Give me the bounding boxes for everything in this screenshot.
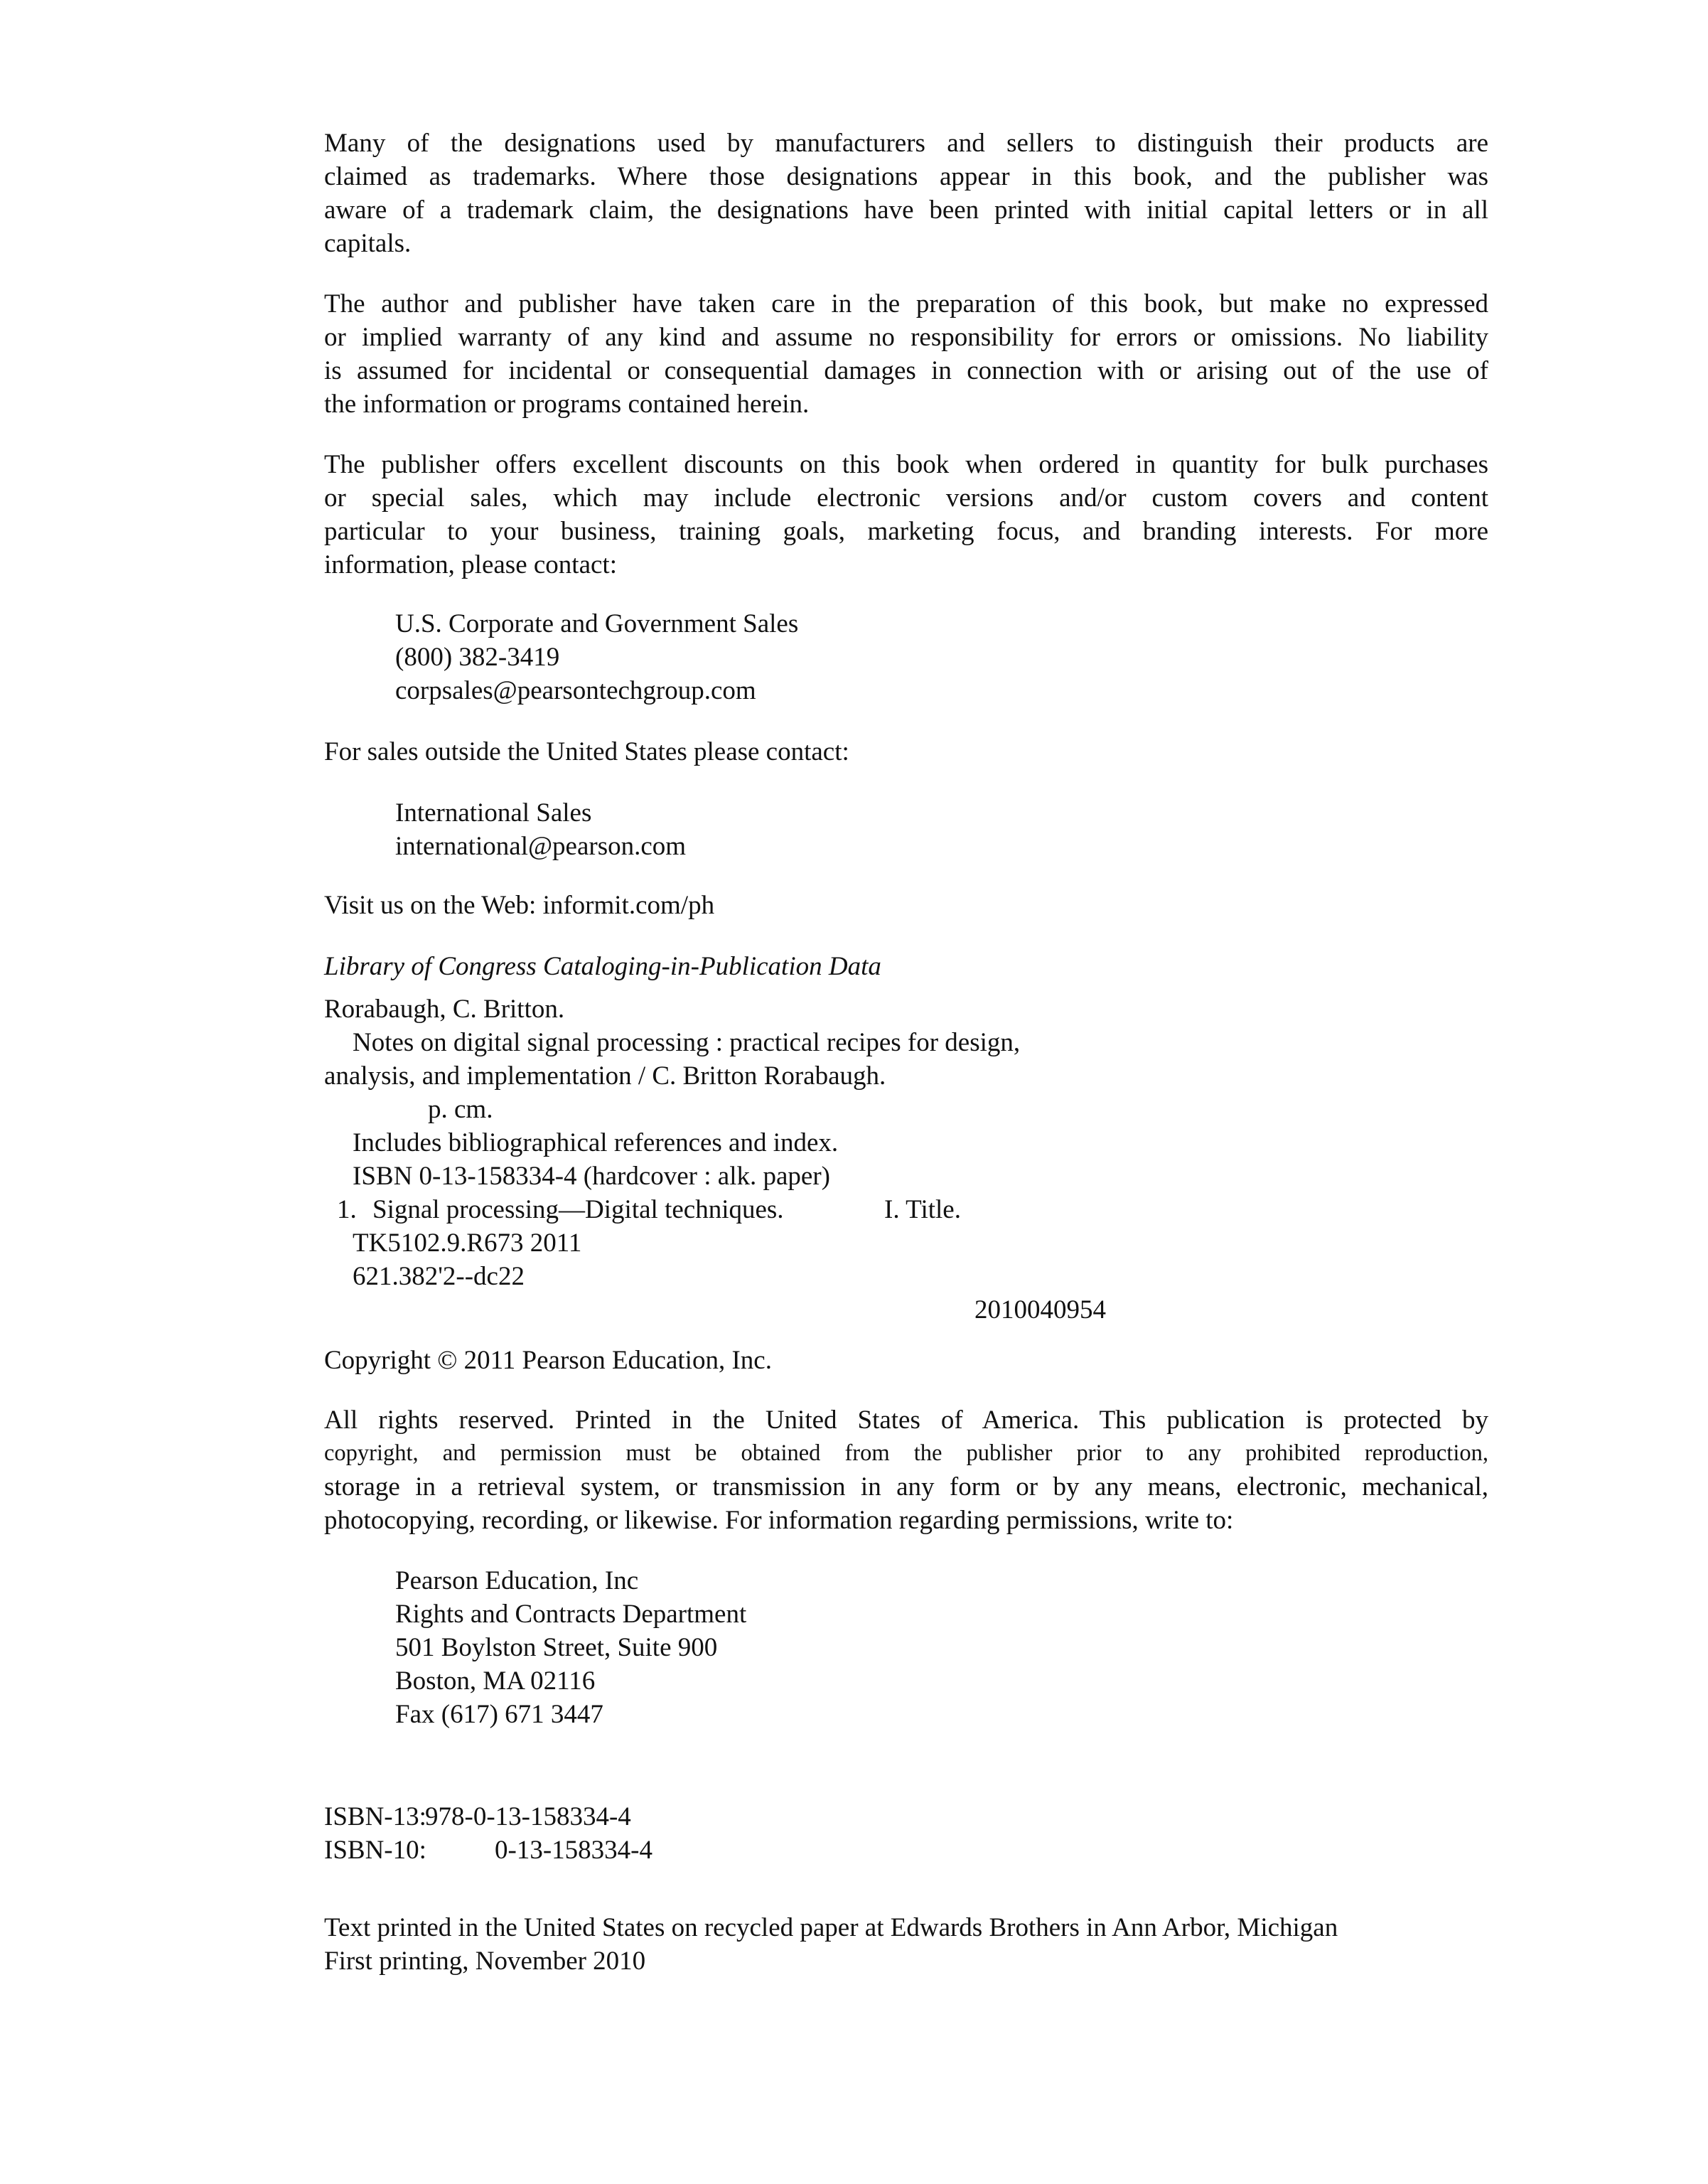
cip-lcc: TK5102.9.R673 2011 bbox=[353, 1228, 582, 1258]
cip-title: Notes on digital signal processing : practical recipes for design, bbox=[353, 1028, 1021, 1057]
cip-pcm: p. cm. bbox=[428, 1095, 493, 1124]
text-line: The author and publisher have taken care in the preparation of this book, but make no expressed bbox=[324, 289, 1488, 318]
address-fax: Fax (617) 671 3447 bbox=[395, 1700, 603, 1729]
text-line: The publisher offers excellent discounts on this book when ordered in quantity for bulk purchases bbox=[324, 450, 1488, 479]
cip-ddc: 621.382'2--dc22 bbox=[353, 1262, 525, 1291]
text-line: copyright, and permission must be obtained from the publisher prior to any prohibited reproduction, bbox=[324, 1440, 1488, 1466]
text-line: photocopying, recording, or likewise. For information regarding permissions, write to: bbox=[324, 1506, 1234, 1535]
text-line: particular to your business, training goals, marketing focus, and branding interests. For more bbox=[324, 517, 1488, 546]
isbn-block bbox=[324, 1800, 1488, 1867]
cip-block bbox=[324, 992, 1488, 1327]
discounts-notice bbox=[324, 448, 1488, 582]
cip-subject: Signal processing—Digital techniques. bbox=[372, 1195, 784, 1224]
text-line: or special sales, which may include electronic versions and/or custom covers and content bbox=[324, 483, 1488, 513]
text-line: is assumed for incidental or consequential damages in connection with or arising out of the use of bbox=[324, 356, 1488, 385]
contact-name: U.S. Corporate and Government Sales bbox=[395, 609, 799, 638]
copyright-line bbox=[324, 1344, 1488, 1377]
intl-sales-contact bbox=[324, 796, 1559, 863]
contact-email: international@pearson.com bbox=[395, 832, 687, 861]
text-line: Many of the designations used by manufacturers and sellers to distinguish their products are bbox=[324, 129, 1488, 158]
text-line: For sales outside the United States please contact: bbox=[324, 737, 849, 766]
text-line: storage in a retrieval system, or transmission in any form or by any means, electronic, mechanical, bbox=[324, 1472, 1488, 1502]
text-line: the information or programs contained herein. bbox=[324, 390, 810, 419]
warranty-notice bbox=[324, 287, 1488, 421]
text-line: Copyright © 2011 Pearson Education, Inc. bbox=[324, 1346, 772, 1375]
us-sales-contact bbox=[324, 607, 1559, 707]
isbn10-value: 0-13-158334-4 bbox=[495, 1836, 652, 1865]
address-line: 501 Boylston Street, Suite 900 bbox=[395, 1633, 718, 1662]
address-line: Pearson Education, Inc bbox=[395, 1566, 639, 1595]
cip-subject-number: 1. bbox=[337, 1195, 357, 1224]
cip-subjects bbox=[324, 1193, 1488, 1226]
text-line: Visit us on the Web: informit.com/ph bbox=[324, 891, 715, 920]
text-line: claimed as trademarks. Where those designations appear in this book, and the publisher was bbox=[324, 162, 1488, 191]
contact-phone: (800) 382-3419 bbox=[395, 643, 560, 672]
text-line: First printing, November 2010 bbox=[324, 1947, 646, 1976]
isbn13-label: ISBN-13: bbox=[324, 1802, 426, 1831]
contact-name: International Sales bbox=[395, 798, 592, 828]
isbn10-label: ISBN-10: bbox=[324, 1836, 426, 1865]
contact-email: corpsales@pearsontechgroup.com bbox=[395, 676, 756, 705]
permissions-address bbox=[324, 1564, 1559, 1731]
cip-author: Rorabaugh, C. Britton. bbox=[324, 995, 565, 1024]
cip-heading-text: Library of Congress Cataloging-in-Publication Data bbox=[324, 952, 881, 981]
text-line: All rights reserved. Printed in the United States of America. This publication is protected by bbox=[324, 1406, 1488, 1435]
web-line bbox=[324, 889, 1488, 922]
trademark-notice bbox=[324, 127, 1488, 260]
cip-heading bbox=[324, 950, 1488, 983]
printing-info bbox=[324, 1911, 1488, 1978]
intl-intro bbox=[324, 735, 1488, 769]
text-line: Text printed in the United States on recycled paper at Edwards Brothers in Ann Arbor, Michigan bbox=[324, 1913, 1338, 1942]
cip-isbn: ISBN 0-13-158334-4 (hardcover : alk. paper) bbox=[353, 1162, 830, 1191]
text-line: or implied warranty of any kind and assume no responsibility for errors or omissions. No liability bbox=[324, 323, 1488, 352]
cip-lccn: 2010040954 bbox=[974, 1295, 1106, 1324]
text-line: information, please contact: bbox=[324, 550, 617, 579]
cip-title-cont: analysis, and implementation / C. Britton Rorabaugh. bbox=[324, 1061, 886, 1091]
isbn10-line bbox=[324, 1834, 1488, 1867]
cip-title-entry: I. Title. bbox=[884, 1195, 961, 1224]
text-line: capitals. bbox=[324, 229, 412, 258]
cip-includes: Includes bibliographical references and index. bbox=[353, 1128, 839, 1157]
text-line: aware of a trademark claim, the designations have been printed with initial capital letters or in all bbox=[324, 196, 1488, 225]
address-line: Boston, MA 02116 bbox=[395, 1666, 596, 1696]
address-line: Rights and Contracts Department bbox=[395, 1600, 747, 1629]
isbn13-line bbox=[324, 1800, 1488, 1834]
isbn13-value: 978-0-13-158334-4 bbox=[425, 1802, 631, 1831]
rights-notice bbox=[324, 1403, 1488, 1537]
